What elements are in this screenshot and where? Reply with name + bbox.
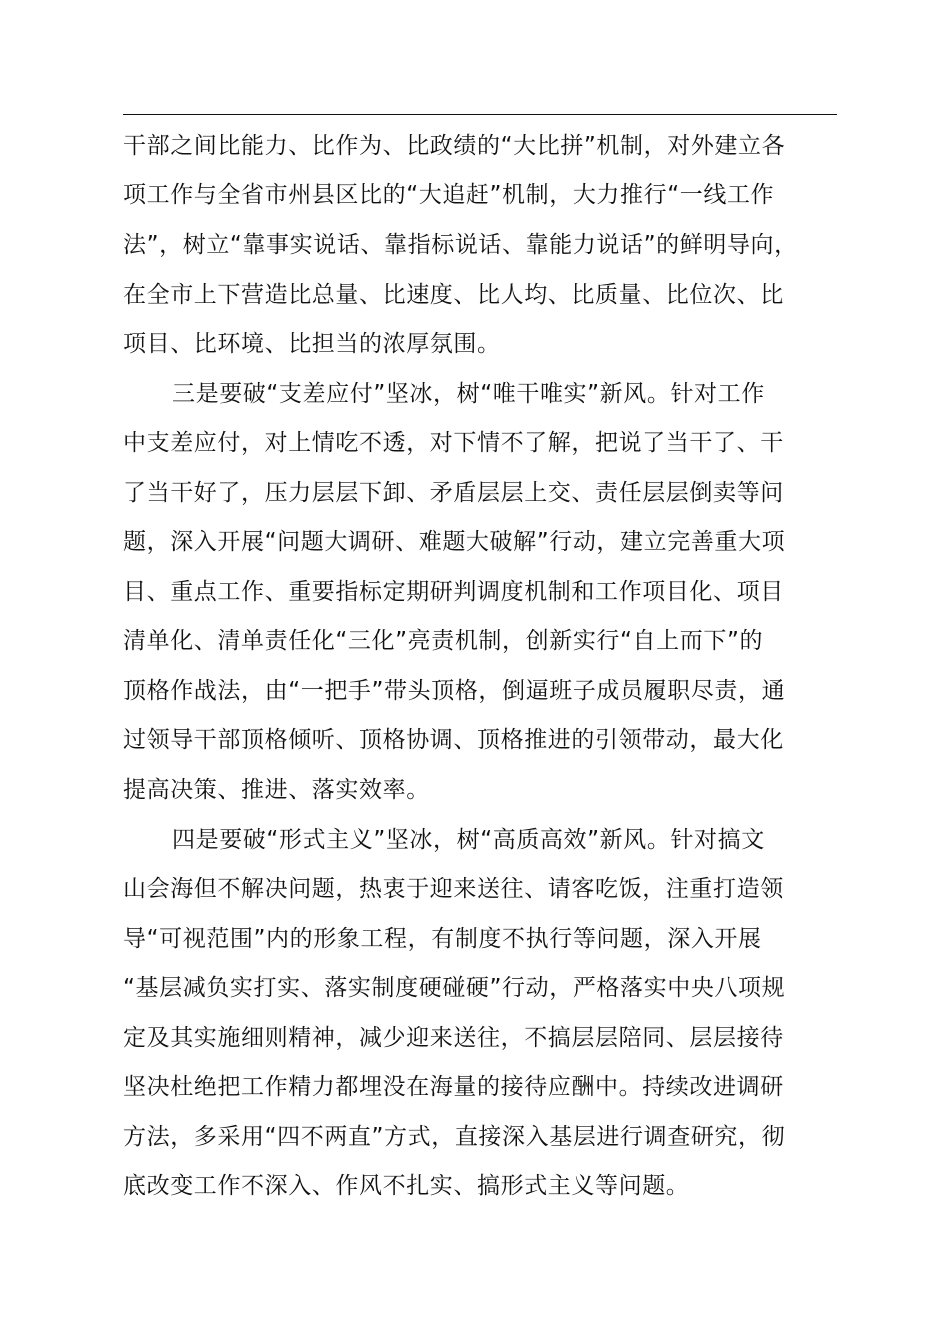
paragraph-start-line: 三是要破“支差应付”坚冰，树“唯干唯实”新风。针对工作 bbox=[172, 381, 765, 407]
text-line: 题，深入开展“问题大调研、难题大破解”行动，建立完善重大项 bbox=[123, 529, 786, 555]
text-line: 项工作与全省市州县区比的“大追赶”机制，大力推行“一线工作 bbox=[123, 182, 775, 208]
text-line: 项目、比环境、比担当的浓厚氛围。 bbox=[123, 331, 501, 357]
text-line: 导“可视范围”内的形象工程，有制度不执行等问题，深入开展 bbox=[123, 926, 762, 952]
text-line: 顶格作战法，由“一把手”带头顶格，倒逼班子成员履职尽责，通 bbox=[123, 678, 786, 704]
text-line: 目、重点工作、重要指标定期研判调度机制和工作项目化、项目 bbox=[123, 579, 784, 605]
text-line: 定及其实施细则精神，减少迎来送往，不搞层层陪同、层层接待 bbox=[123, 1025, 784, 1051]
text-line: 过领导干部顶格倾听、顶格协调、顶格推进的引领带动，最大化 bbox=[123, 727, 784, 753]
text-line: 山会海但不解决问题，热衷于迎来送往、请客吃饭，注重打造领 bbox=[123, 876, 784, 902]
header-rule bbox=[123, 114, 837, 115]
text-line: 清单化、清单责任化“三化”亮责机制，创新实行“自上而下”的 bbox=[123, 628, 764, 654]
text-line: 在全市上下营造比总量、比速度、比人均、比质量、比位次、比 bbox=[123, 282, 784, 308]
text-line: 中支差应付，对上情吃不透，对下情不了解，把说了当干了、干 bbox=[123, 430, 784, 456]
text-line: “基层减负实打实、落实制度硬碰硬”行动，严格落实中央八项规 bbox=[123, 975, 786, 1001]
paragraph-start-line: 四是要破“形式主义”坚冰，树“高质高效”新风。针对搞文 bbox=[172, 827, 765, 853]
text-line: 底改变工作不深入、作风不扎实、搞形式主义等问题。 bbox=[123, 1173, 690, 1199]
text-line: 提高决策、推进、落实效率。 bbox=[123, 777, 430, 803]
text-line: 了当干好了，压力层层下卸、矛盾层层上交、责任层层倒卖等问 bbox=[123, 480, 784, 506]
text-line: 干部之间比能力、比作为、比政绩的“大比拼”机制，对外建立各 bbox=[123, 133, 786, 159]
text-line: 坚决杜绝把工作精力都埋没在海量的接待应酬中。持续改进调研 bbox=[123, 1074, 784, 1100]
text-line: 方法，多采用“四不两直”方式，直接深入基层进行调查研究，彻 bbox=[123, 1124, 786, 1150]
text-line: 法”，树立“靠事实说话、靠指标说话、靠能力说话”的鲜明导向， bbox=[123, 232, 798, 258]
